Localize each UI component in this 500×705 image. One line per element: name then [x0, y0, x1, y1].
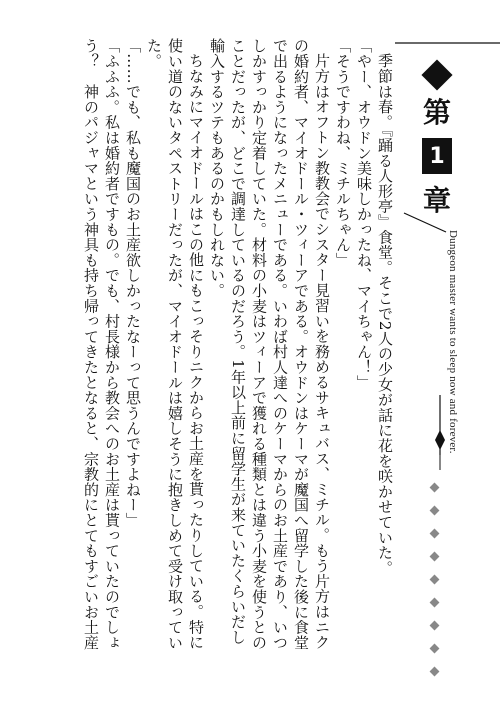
paragraph: 「……でも、私も魔国のお土産欲しかったなーって思うんですよねー」: [124, 38, 142, 528]
paragraph: 片方はオフトン教教会でシスター見習いを務めるサキュバス、ミチル。もう片方はニクの婚約者、マイオドール・ツィーアである。オウドンはケーマが魔国へ留学した後に食堂で出るようになったメニューである。いわば村人達へのケーマからのお土産であり、いつしかすっかり定着していた。材料の小麦はツィーアで獲れる種類とは違う小麦を使うとのことだったが、どこで調達しているのだろう。1年以上前に留学生が来ていたくらいだし輸入するツテもあるのかもしれない。: [208, 38, 331, 650]
diamond-bullet-icon: [430, 552, 440, 562]
paragraph: 季節は春。『踊る人形亭』食堂。そこで2人の少女が話に花を咲かせていた。: [376, 53, 394, 576]
diamond-bullet-icon: [430, 483, 440, 493]
diamond-bullet-icon: [430, 575, 440, 585]
paragraph: 「やー、オウドン美味しかったね、マイちゃん！」: [355, 38, 373, 390]
chapter-prefix: 第: [422, 96, 451, 129]
paragraph: 「ふふふ。私は婚約者ですもの。でも、村長様から教会へのお土産は貰っていたのでしょう？ 神のパジャマという神具も持ち帰ってきたとなると、宗教的にとてもすごいお土産: [82, 38, 121, 650]
rule-flourish-icon: [435, 430, 445, 450]
margin-diamonds: [431, 484, 438, 675]
paragraph: ちなみにマイオドールはこの他にもこっそりニクからお土産を貰ったりしている。特に使い道のないタペストリーだったが、マイオドールは嬉しそうに抱きしめて受け取っていた。: [145, 38, 205, 650]
chapter-subtitle: Dungeon master wants to sleep now and forever.: [447, 230, 459, 454]
chapter-diamond-icon: [421, 59, 452, 90]
diamond-bullet-icon: [430, 529, 440, 539]
chapter-suffix: 章: [422, 184, 451, 217]
body-text: [65, 38, 395, 654]
diamond-bullet-icon: [430, 621, 440, 631]
diamond-bullet-icon: [430, 598, 440, 608]
paragraph: 「そうですわね、ミチルちゃん」: [334, 38, 352, 268]
chapter-heading: [414, 64, 460, 216]
diamond-bullet-icon: [430, 506, 440, 516]
diamond-bullet-icon: [430, 644, 440, 654]
diamond-bullet-icon: [430, 667, 440, 677]
chapter-number: 1: [422, 138, 452, 174]
